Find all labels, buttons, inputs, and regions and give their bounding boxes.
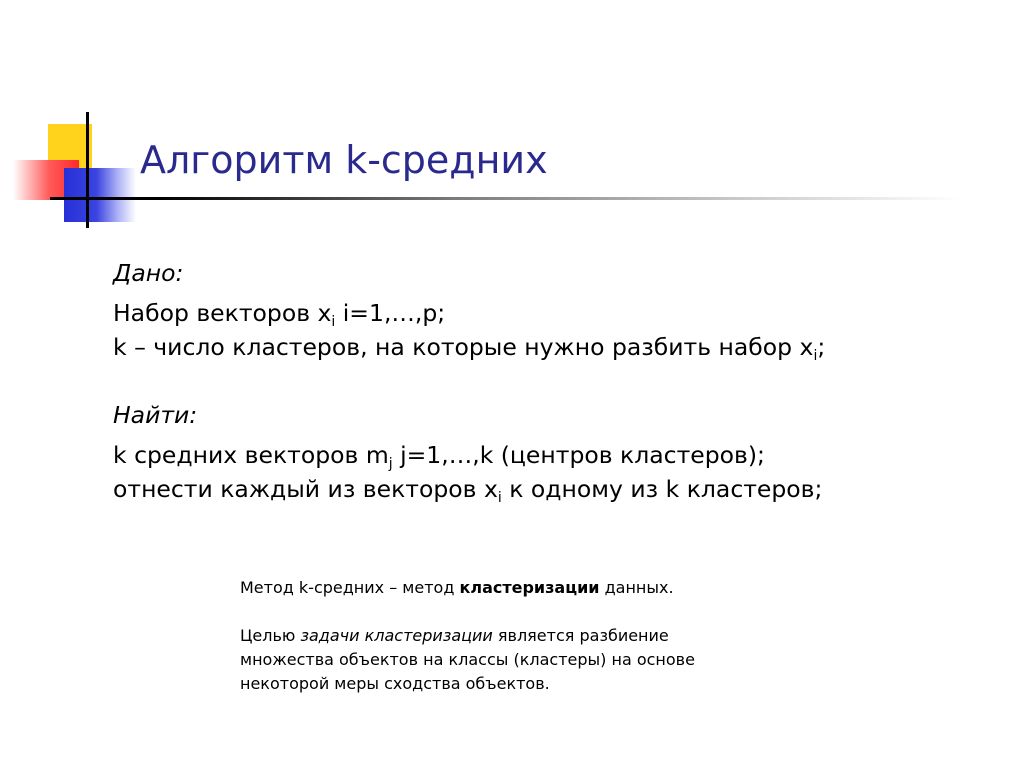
find-line-means-subscript: j: [388, 456, 393, 472]
note-definition: [240, 576, 760, 600]
find-line-means-tail: j=1,…,k (центров кластеров);: [392, 441, 765, 469]
given-line-vectors-text: Набор векторов x: [113, 299, 332, 327]
method-note: [240, 576, 760, 696]
given-line-vectors-tail: i=1,…,p;: [335, 299, 446, 327]
slide-title: Алгоритм k-средних: [140, 138, 548, 182]
vertical-rule-decoration: [86, 112, 89, 228]
slide-logo-decoration: [0, 0, 140, 240]
blue-square-decoration: [64, 168, 136, 222]
find-line-assign: [113, 472, 993, 506]
given-heading: Дано:: [113, 259, 184, 287]
note-spacer: [240, 600, 760, 624]
given-line-clusters-tail: ;: [817, 333, 826, 361]
find-line-assign-tail: к одному из k кластеров;: [501, 475, 823, 503]
find-heading: Найти:: [113, 401, 198, 429]
given-line-vectors: [113, 296, 993, 330]
section-gap: [113, 364, 993, 398]
note-goal-line-1: [240, 624, 760, 648]
note-definition-bold: кластеризации: [459, 578, 600, 597]
given-line-clusters: [113, 330, 993, 364]
note-goal-line-2: множества объектов на классы (кластеры) на основе: [240, 650, 695, 669]
given-line-clusters-subscript: i: [813, 348, 818, 364]
find-line-means: [113, 438, 993, 472]
note-goal-italic: задачи кластеризации: [300, 626, 493, 645]
given-line-vectors-subscript: i: [331, 314, 336, 330]
find-line-assign-text: отнести каждый из векторов x: [113, 475, 498, 503]
note-goal-tail: является разбиение: [492, 626, 669, 645]
note-goal-line-3: некоторой меры сходства объектов.: [240, 674, 550, 693]
note-definition-text: Метод k-средних – метод: [240, 578, 460, 597]
find-line-means-text: k средних векторов m: [113, 441, 389, 469]
find-line-assign-subscript: i: [497, 490, 502, 506]
note-goal-text: Целью: [240, 626, 301, 645]
title-underline-divider: [50, 197, 962, 200]
note-definition-tail: данных.: [599, 578, 674, 597]
slide-body: [113, 256, 993, 506]
given-line-clusters-text: k – число кластеров, на которые нужно разбить набор x: [113, 333, 814, 361]
